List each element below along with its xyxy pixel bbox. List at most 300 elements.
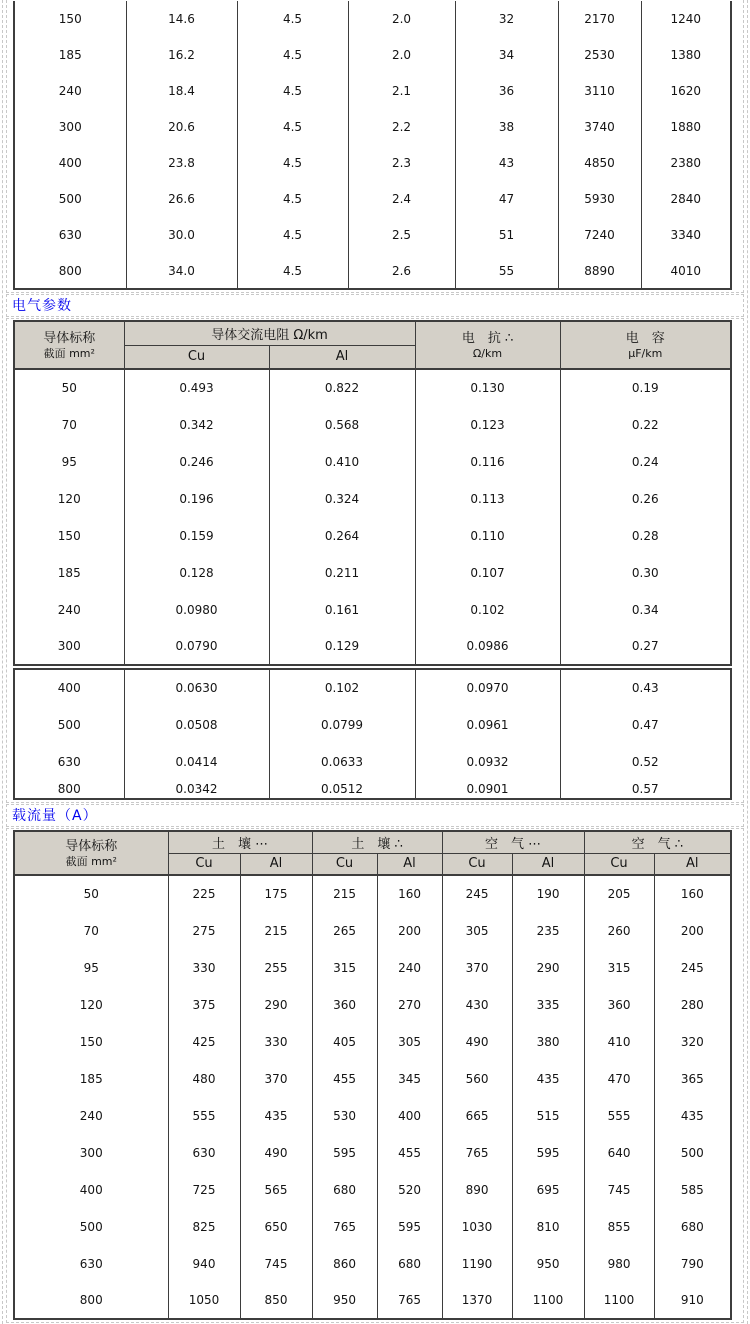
table-row [14,109,731,145]
table-cell: 305 [442,912,512,949]
table-cell: 43 [455,145,558,181]
table-cell: 150 [14,1,126,37]
header-capacitance-unit: μF/km [628,346,663,360]
table-cell: 0.129 [269,628,415,665]
table-cell: 480 [168,1060,240,1097]
table-cell: 515 [512,1097,584,1134]
table-cell: 4.5 [237,37,348,73]
table-cell: 630 [14,1245,168,1282]
table-cell: 290 [240,986,312,1023]
table-cell: 435 [654,1097,731,1134]
table-cell: 18.4 [126,73,237,109]
table-cell: 2.3 [348,145,455,181]
ampacity-table-header [14,831,731,875]
table-cell: 1380 [641,37,731,73]
section-ampacity [6,828,744,1323]
table-cell: 20.6 [126,109,237,145]
table-cell: 470 [584,1060,654,1097]
table-cell: 160 [377,875,442,912]
table-cell: 0.0932 [415,743,560,780]
table-cell: 0.822 [269,369,415,406]
table-cell: 3340 [641,217,731,253]
table-cell: 2.0 [348,37,455,73]
table-cell: 175 [240,875,312,912]
header-conductor-section-line2: 截面 mm² [43,346,95,360]
header-group-soil-2: 土 壤 ∴ [312,831,442,853]
table-cell: 34 [455,37,558,73]
table-cell: 595 [312,1134,377,1171]
table-cell: 680 [377,1245,442,1282]
table-cell: 1190 [442,1245,512,1282]
table-cell: 950 [312,1282,377,1319]
table-cell: 0.0414 [124,743,269,780]
table-cell: 360 [312,986,377,1023]
dimensions-table-body [14,1,731,289]
table-cell: 0.161 [269,591,415,628]
table-cell: 405 [312,1023,377,1060]
table-cell: 240 [377,949,442,986]
table-cell: 0.0986 [415,628,560,665]
table-row [14,591,731,628]
table-row [14,912,731,949]
table-cell: 330 [168,949,240,986]
table-cell: 595 [512,1134,584,1171]
table-cell: 0.43 [560,669,731,706]
table-row [14,1282,731,1319]
table-row [14,628,731,665]
table-cell: 725 [168,1171,240,1208]
table-cell: 1620 [641,73,731,109]
header-capacitance-label: 电 容 [625,330,665,346]
table-cell: 0.0508 [124,706,269,743]
table-cell: 0.0980 [124,591,269,628]
header-group-soil-1: 土 壤 ⋯ [168,831,312,853]
table-cell: 745 [584,1171,654,1208]
table-cell: 2.1 [348,73,455,109]
table-row [14,743,731,780]
table-cell: 0.568 [269,406,415,443]
table-cell: 360 [584,986,654,1023]
table-cell: 0.110 [415,517,560,554]
table-cell: 255 [240,949,312,986]
table-row [14,517,731,554]
table-cell: 0.0630 [124,669,269,706]
table-cell: 0.0342 [124,780,269,799]
table-row [14,780,731,799]
table-cell: 810 [512,1208,584,1245]
table-cell: 490 [240,1134,312,1171]
table-cell: 4.5 [237,145,348,181]
header-resistance-cu: Cu [124,345,269,369]
table-cell: 500 [14,706,124,743]
table-cell: 0.123 [415,406,560,443]
table-cell: 380 [512,1023,584,1060]
table-cell: 765 [377,1282,442,1319]
table-cell: 825 [168,1208,240,1245]
table-cell: 150 [14,1023,168,1060]
table-cell: 400 [14,145,126,181]
header-capacitance [560,321,731,369]
table-cell: 765 [312,1208,377,1245]
table-cell: 560 [442,1060,512,1097]
table-cell: 500 [14,1208,168,1245]
table-cell: 0.0790 [124,628,269,665]
table-cell: 190 [512,875,584,912]
table-cell: 0.159 [124,517,269,554]
table-cell: 38 [455,109,558,145]
table-cell: 2.6 [348,253,455,289]
table-cell: 425 [168,1023,240,1060]
table-cell: 280 [654,986,731,1023]
section-electrical [6,318,744,803]
table-cell: 305 [377,1023,442,1060]
table-cell: 0.196 [124,480,269,517]
table-cell: 850 [240,1282,312,1319]
table-cell: 215 [240,912,312,949]
table-cell: 555 [168,1097,240,1134]
table-cell: 36 [455,73,558,109]
table-cell: 680 [312,1171,377,1208]
table-cell: 320 [654,1023,731,1060]
table-cell: 4.5 [237,73,348,109]
table-cell: 0.27 [560,628,731,665]
table-cell: 1100 [512,1282,584,1319]
table-cell: 7240 [558,217,641,253]
table-cell: 1100 [584,1282,654,1319]
table-cell: 200 [377,912,442,949]
table-cell: 435 [512,1060,584,1097]
table-cell: 240 [14,1097,168,1134]
table-cell: 400 [377,1097,442,1134]
table-row [14,1097,731,1134]
table-cell: 4.5 [237,109,348,145]
subheader-cu: Cu [168,853,240,875]
table-cell: 265 [312,912,377,949]
table-cell: 765 [442,1134,512,1171]
table-cell: 665 [442,1097,512,1134]
table-cell: 120 [14,480,124,517]
table-row [14,1134,731,1171]
table-cell: 455 [312,1060,377,1097]
table-cell: 4010 [641,253,731,289]
dimensions-table [13,1,732,290]
table-cell: 400 [14,1171,168,1208]
header-conductor-section-line1: 导体标称 [43,330,96,346]
table-cell: 0.342 [124,406,269,443]
table-cell: 240 [14,591,124,628]
table-cell: 0.22 [560,406,731,443]
ampacity-table [13,830,732,1320]
table-cell: 95 [14,949,168,986]
table-cell: 14.6 [126,1,237,37]
table-cell: 185 [14,554,124,591]
table-cell: 95 [14,443,124,480]
table-cell: 0.28 [560,517,731,554]
table-cell: 890 [442,1171,512,1208]
table-cell: 0.116 [415,443,560,480]
subheader-cu: Cu [312,853,377,875]
table-cell: 0.24 [560,443,731,480]
electrical-table-body-upper [14,369,731,665]
table-cell: 225 [168,875,240,912]
table-cell: 520 [377,1171,442,1208]
table-cell: 585 [654,1171,731,1208]
table-cell: 34.0 [126,253,237,289]
page [2,0,748,1324]
table-cell: 500 [654,1134,731,1171]
table-cell: 790 [654,1245,731,1282]
table-cell: 640 [584,1134,654,1171]
table-row [14,1208,731,1245]
table-row [14,1245,731,1282]
table-row [14,406,731,443]
table-cell: 0.19 [560,369,731,406]
table-cell: 32 [455,1,558,37]
table-row [14,1023,731,1060]
table-cell: 0.57 [560,780,731,799]
table-cell: 240 [14,73,126,109]
table-cell: 910 [654,1282,731,1319]
table-cell: 290 [512,949,584,986]
table-cell: 680 [654,1208,731,1245]
ampacity-table-body [14,875,731,1319]
table-cell: 330 [240,1023,312,1060]
header-conductor-section [14,321,124,369]
table-row [14,875,731,912]
table-cell: 345 [377,1060,442,1097]
table-cell: 3740 [558,109,641,145]
table-cell: 160 [654,875,731,912]
table-row [14,217,731,253]
electrical-table-header [14,321,731,369]
table-cell: 0.107 [415,554,560,591]
table-cell: 370 [240,1060,312,1097]
table-cell: 300 [14,109,126,145]
header-reactance-unit: Ω/km [472,346,503,360]
table-cell: 16.2 [126,37,237,73]
table-cell: 4.5 [237,1,348,37]
table-cell: 4.5 [237,181,348,217]
table-cell: 4.5 [237,217,348,253]
table-cell: 0.102 [269,669,415,706]
table-cell: 0.52 [560,743,731,780]
table-cell: 0.30 [560,554,731,591]
header-conductor-section [14,831,168,875]
table-cell: 315 [584,949,654,986]
table-cell: 270 [377,986,442,1023]
table-cell: 245 [442,875,512,912]
table-cell: 0.211 [269,554,415,591]
table-row [14,1171,731,1208]
table-cell: 630 [14,743,124,780]
table-cell: 400 [14,669,124,706]
table-cell: 0.324 [269,480,415,517]
table-row [14,480,731,517]
table-cell: 275 [168,912,240,949]
table-cell: 185 [14,1060,168,1097]
table-cell: 2530 [558,37,641,73]
table-cell: 55 [455,253,558,289]
table-cell: 50 [14,369,124,406]
subheader-cu: Cu [442,853,512,875]
subheader-al: Al [654,853,731,875]
table-cell: 47 [455,181,558,217]
table-row [14,73,731,109]
table-cell: 120 [14,986,168,1023]
electrical-parameters-table-continued [13,668,732,800]
table-cell: 215 [312,875,377,912]
table-cell: 860 [312,1245,377,1282]
table-cell: 555 [584,1097,654,1134]
table-cell: 1880 [641,109,731,145]
header-resistance-al: Al [269,345,415,369]
table-cell: 500 [14,181,126,217]
table-cell: 530 [312,1097,377,1134]
table-cell: 300 [14,628,124,665]
table-cell: 800 [14,1282,168,1319]
table-cell: 490 [442,1023,512,1060]
table-cell: 365 [654,1060,731,1097]
table-cell: 0.0961 [415,706,560,743]
table-cell: 335 [512,986,584,1023]
table-cell: 245 [654,949,731,986]
table-cell: 435 [240,1097,312,1134]
table-cell: 70 [14,406,124,443]
table-cell: 1240 [641,1,731,37]
table-cell: 950 [512,1245,584,1282]
section-dimensions [6,0,744,293]
table-cell: 630 [168,1134,240,1171]
header-ac-resistance: 导体交流电阻 Ω/km [124,321,415,345]
table-row [14,1,731,37]
table-cell: 185 [14,37,126,73]
electrical-parameters-title: 电气参数 [12,298,72,314]
table-cell: 0.246 [124,443,269,480]
table-cell: 855 [584,1208,654,1245]
table-cell: 2.0 [348,1,455,37]
table-cell: 4.5 [237,253,348,289]
table-cell: 2.2 [348,109,455,145]
table-cell: 800 [14,780,124,799]
table-cell: 0.0901 [415,780,560,799]
table-cell: 8890 [558,253,641,289]
table-cell: 0.0633 [269,743,415,780]
table-row [14,669,731,706]
table-cell: 4850 [558,145,641,181]
subheader-al: Al [377,853,442,875]
table-cell: 370 [442,949,512,986]
table-row [14,986,731,1023]
table-cell: 2170 [558,1,641,37]
ampacity-title: 载流量（A） [12,808,98,824]
table-row [14,369,731,406]
table-row [14,554,731,591]
table-cell: 630 [14,217,126,253]
header-group-air-1: 空 气 ⋯ [442,831,584,853]
table-cell: 51 [455,217,558,253]
table-cell: 0.34 [560,591,731,628]
table-cell: 260 [584,912,654,949]
table-row [14,253,731,289]
table-cell: 2.4 [348,181,455,217]
header-group-air-2: 空 气 ∴ [584,831,731,853]
section-title-electrical [6,294,744,317]
table-cell: 0.128 [124,554,269,591]
table-cell: 0.0512 [269,780,415,799]
table-cell: 430 [442,986,512,1023]
header-conductor-section-line2: 截面 mm² [65,854,117,868]
table-row [14,949,731,986]
table-cell: 0.113 [415,480,560,517]
table-cell: 2.5 [348,217,455,253]
table-cell: 1030 [442,1208,512,1245]
table-cell: 205 [584,875,654,912]
table-cell: 30.0 [126,217,237,253]
table-cell: 2380 [641,145,731,181]
table-cell: 0.493 [124,369,269,406]
table-cell: 980 [584,1245,654,1282]
table-row [14,706,731,743]
table-cell: 595 [377,1208,442,1245]
table-cell: 455 [377,1134,442,1171]
table-cell: 0.102 [415,591,560,628]
table-cell: 315 [312,949,377,986]
table-cell: 745 [240,1245,312,1282]
subheader-al: Al [512,853,584,875]
table-cell: 1370 [442,1282,512,1319]
table-cell: 150 [14,517,124,554]
table-cell: 0.264 [269,517,415,554]
table-cell: 50 [14,875,168,912]
table-cell: 650 [240,1208,312,1245]
table-cell: 410 [584,1023,654,1060]
table-row [14,181,731,217]
electrical-parameters-table [13,320,732,666]
table-cell: 0.0970 [415,669,560,706]
table-cell: 0.0799 [269,706,415,743]
table-cell: 800 [14,253,126,289]
subheader-cu: Cu [584,853,654,875]
subheader-al: Al [240,853,312,875]
table-cell: 940 [168,1245,240,1282]
electrical-table-body-lower [14,669,731,799]
table-cell: 70 [14,912,168,949]
header-reactance-label: 电 抗 ∴ [461,330,514,346]
table-cell: 1050 [168,1282,240,1319]
table-cell: 3110 [558,73,641,109]
table-cell: 0.410 [269,443,415,480]
table-cell: 565 [240,1171,312,1208]
table-cell: 0.130 [415,369,560,406]
table-cell: 0.26 [560,480,731,517]
table-row [14,145,731,181]
table-cell: 2840 [641,181,731,217]
table-row [14,1060,731,1097]
table-cell: 235 [512,912,584,949]
table-cell: 695 [512,1171,584,1208]
table-cell: 26.6 [126,181,237,217]
table-row [14,37,731,73]
header-reactance [415,321,560,369]
table-cell: 0.47 [560,706,731,743]
table-cell: 5930 [558,181,641,217]
table-cell: 300 [14,1134,168,1171]
table-cell: 23.8 [126,145,237,181]
table-cell: 200 [654,912,731,949]
header-conductor-section-line1: 导体标称 [65,838,118,854]
table-row [14,443,731,480]
section-title-ampacity [6,804,744,827]
